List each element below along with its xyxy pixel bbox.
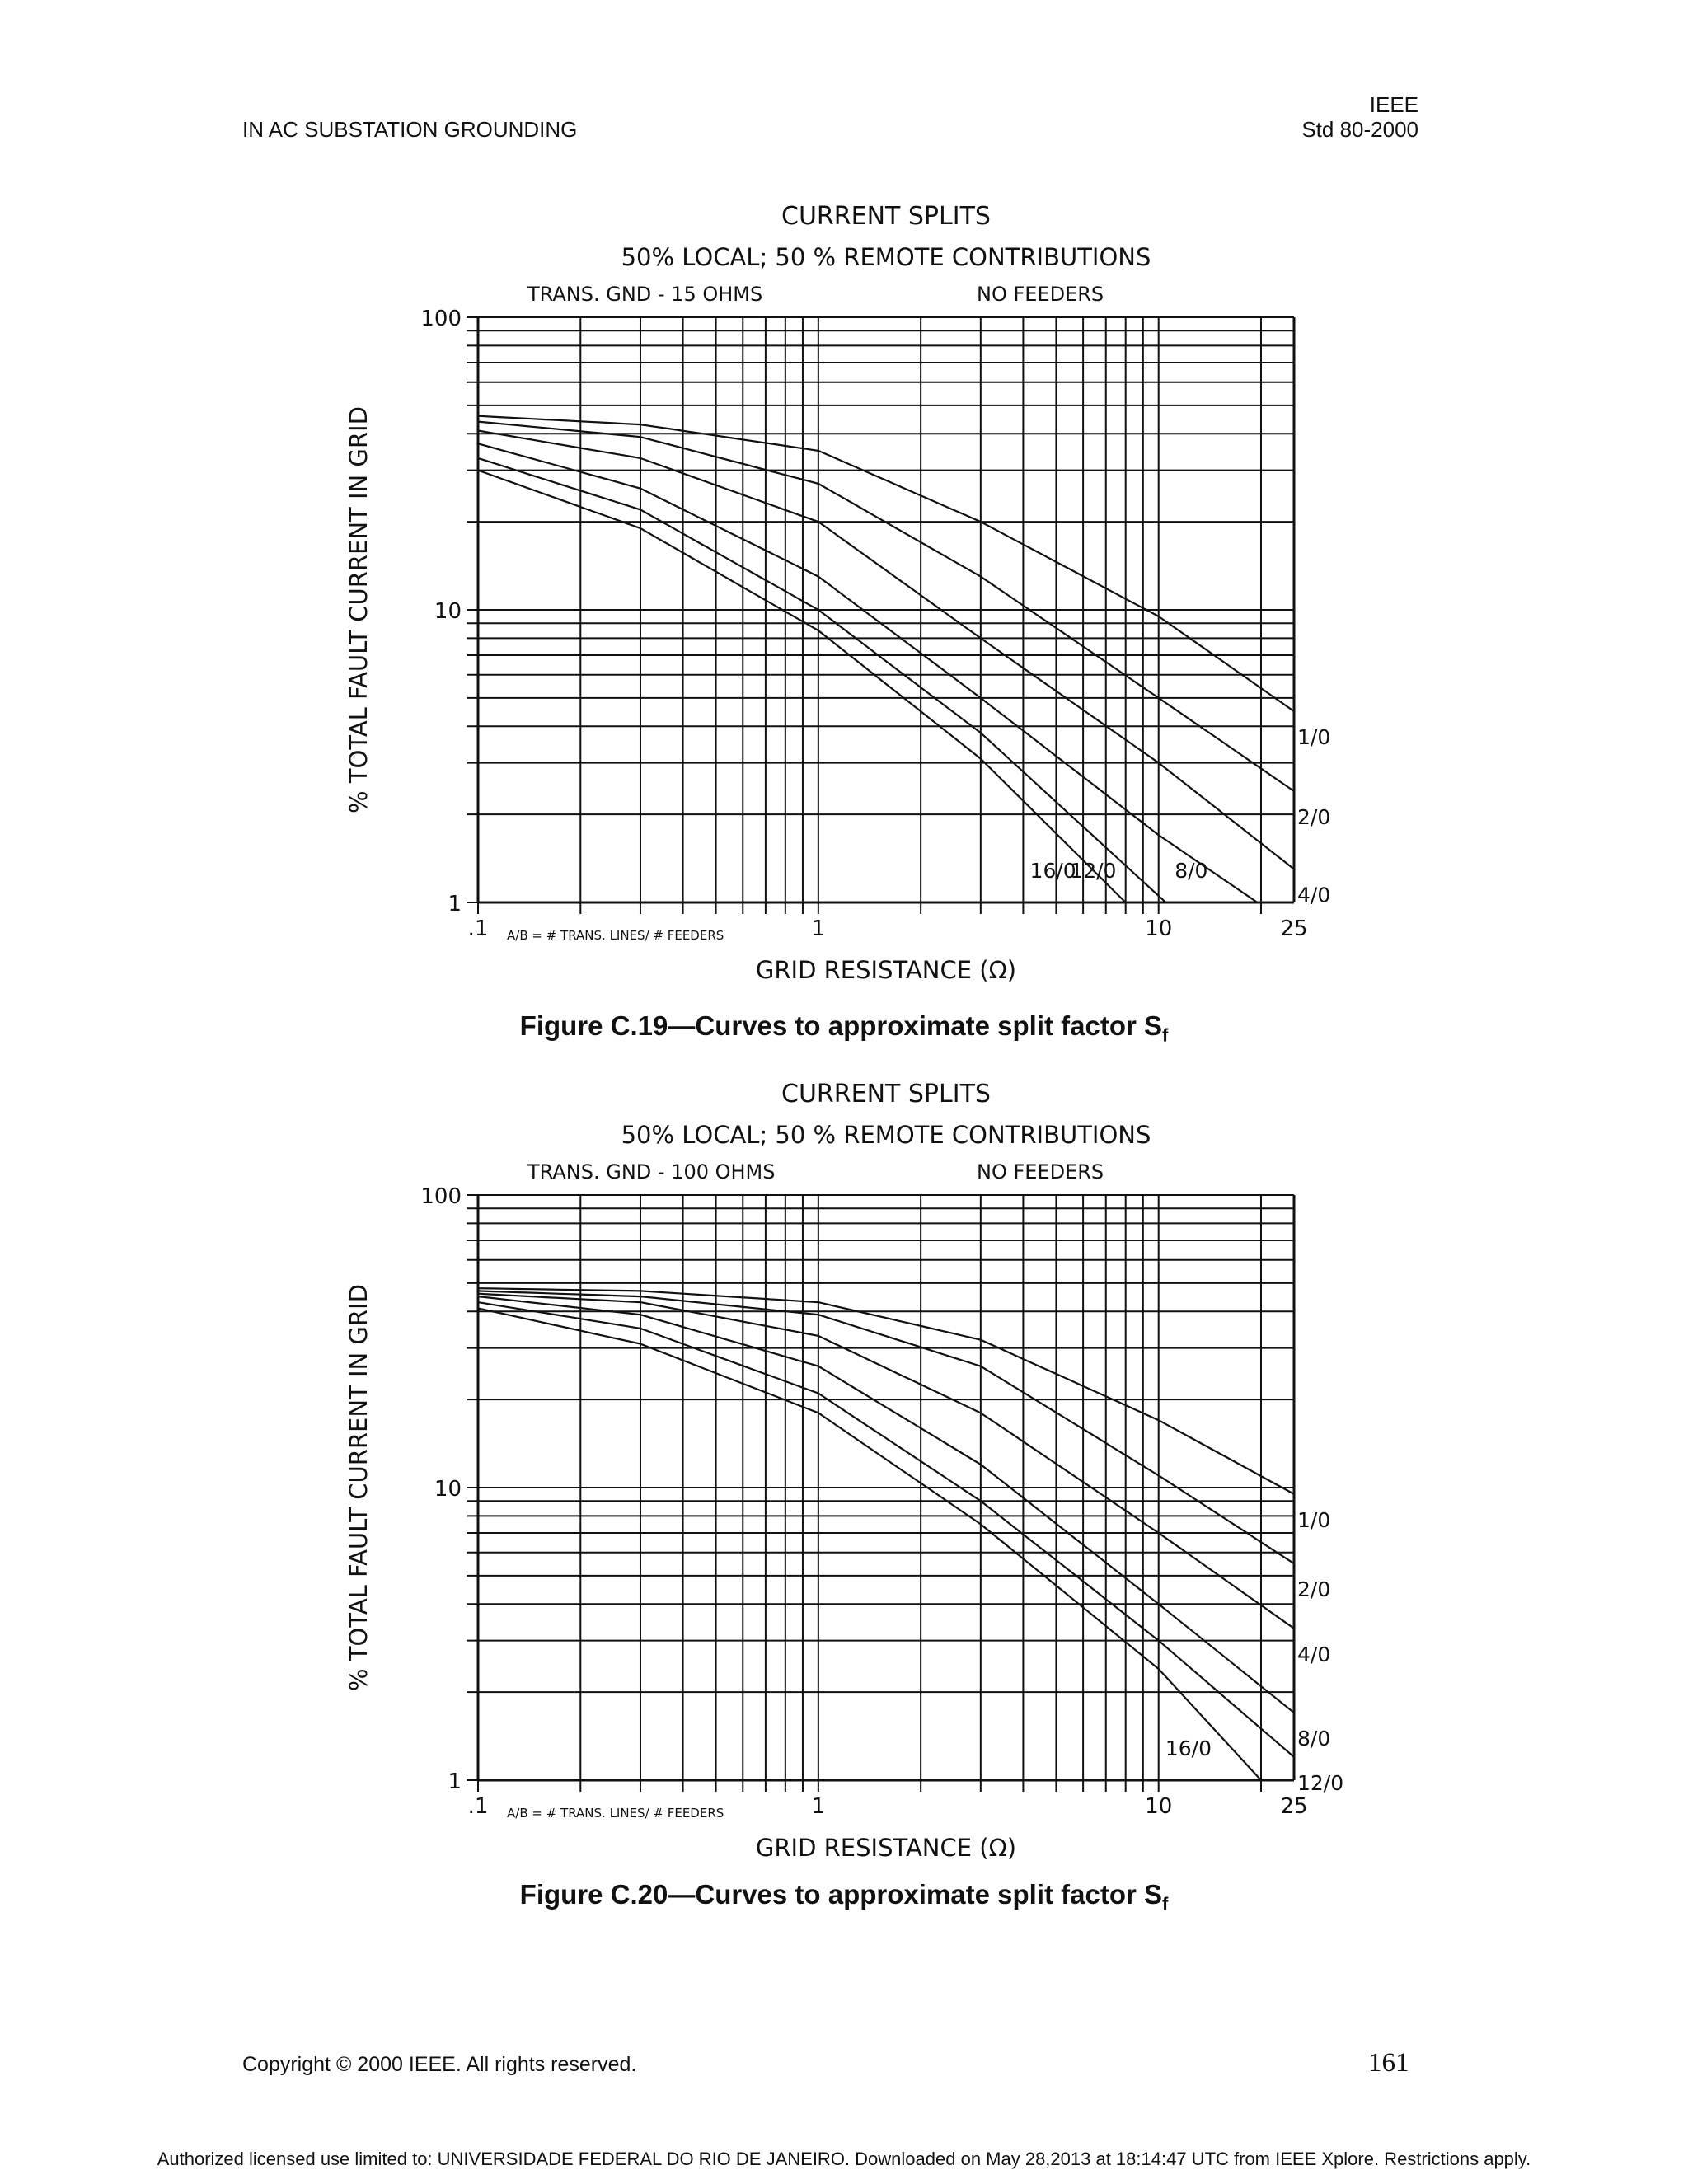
running-header-left: IN AC SUBSTATION GROUNDING: [242, 117, 578, 142]
figure-caption-c20: [0, 1879, 1688, 1915]
series-label: 2/0: [1297, 1577, 1331, 1602]
header-std: Std 80-2000: [1301, 117, 1418, 142]
annotation-no-feeders: NO FEEDERS: [977, 283, 1104, 306]
chart-c19-svg: [0, 190, 1688, 1014]
series-line-12-0: [478, 1302, 1294, 1757]
y-axis-label: % TOTAL FAULT CURRENT IN GRID: [345, 406, 373, 813]
x-axis-label: GRID RESISTANCE (Ω): [755, 956, 1017, 984]
x-tick-label: 1: [811, 1794, 826, 1819]
series-label: 16/0: [1029, 859, 1076, 883]
series-label: 16/0: [1165, 1736, 1212, 1760]
x-tick-label: 10: [1145, 1794, 1173, 1819]
figure-caption-c19: [0, 1010, 1688, 1047]
series-label: 4/0: [1297, 1642, 1331, 1666]
series-line-1-0: [478, 416, 1294, 711]
caption-text: Figure C.20—Curves to approximate split factor S: [519, 1879, 1163, 1910]
chart-title: CURRENT SPLITS: [781, 202, 991, 231]
series-label: 12/0: [1070, 859, 1117, 883]
series-label: 8/0: [1175, 859, 1208, 883]
x-tick-label: 25: [1280, 1794, 1308, 1819]
annotation-trans-gnd: TRANS. GND - 15 OHMS: [528, 283, 763, 306]
copyright-notice: Copyright © 2000 IEEE. All rights reserved.: [242, 2053, 637, 2076]
y-axis-label: % TOTAL FAULT CURRENT IN GRID: [345, 1284, 373, 1691]
chart-subtitle: 50% LOCAL; 50 % REMOTE CONTRIBUTIONS: [621, 1121, 1151, 1149]
caption-subscript: f: [1162, 1024, 1169, 1046]
license-notice: Authorized licensed use limited to: UNIVERSIDADE FEDERAL DO RIO DE JANEIRO. Downloaded on May 28,2013 at 18:14:47 UTC from IEEE Xplore. Restrictions apply.: [157, 2149, 1531, 2169]
running-header-right: [1236, 92, 1418, 142]
x-tick-label: .1: [467, 916, 489, 941]
caption-subscript: f: [1162, 1893, 1169, 1915]
x-tick-label: 1: [811, 916, 826, 941]
series-line-4-0: [478, 1294, 1294, 1629]
chart-c19: [0, 190, 1688, 1014]
chart-c20-svg: [0, 1067, 1688, 1891]
y-tick-label: 100: [420, 307, 462, 331]
series-label: 12/0: [1297, 1770, 1344, 1795]
series-label: 4/0: [1297, 883, 1331, 907]
grid-lines: [467, 317, 1294, 914]
series-curves: [478, 1288, 1294, 1780]
chart-subtitle: 50% LOCAL; 50 % REMOTE CONTRIBUTIONS: [621, 243, 1151, 271]
series-line-8-0: [478, 1296, 1294, 1713]
series-line-1-0: [478, 1288, 1294, 1494]
page-number: 161: [1368, 2048, 1409, 2078]
axis-note: A/B = # TRANS. LINES/ # FEEDERS: [507, 1806, 724, 1821]
series-label: 1/0: [1297, 725, 1331, 750]
grid-lines: [467, 1195, 1294, 1792]
series-label: 1/0: [1297, 1507, 1331, 1532]
series-label: 8/0: [1297, 1727, 1331, 1751]
y-tick-label: 10: [434, 1477, 462, 1502]
x-tick-label: 25: [1280, 916, 1308, 941]
annotation-trans-gnd: TRANS. GND - 100 OHMS: [528, 1160, 776, 1183]
x-axis-label: GRID RESISTANCE (Ω): [755, 1834, 1017, 1862]
y-tick-label: 10: [434, 599, 462, 624]
series-label: 2/0: [1297, 805, 1331, 830]
chart-c20: [0, 1067, 1688, 1891]
header-ieee: IEEE: [1369, 92, 1418, 117]
annotation-no-feeders: NO FEEDERS: [977, 1160, 1104, 1183]
axis-note: A/B = # TRANS. LINES/ # FEEDERS: [507, 928, 724, 943]
y-tick-label: 1: [448, 1769, 462, 1794]
x-tick-label: .1: [467, 1794, 489, 1819]
y-tick-label: 100: [420, 1184, 462, 1209]
y-tick-label: 1: [448, 892, 462, 916]
caption-text: Figure C.19—Curves to approximate split factor S: [519, 1010, 1163, 1041]
series-line-16-0: [478, 471, 1126, 902]
x-tick-label: 10: [1145, 916, 1173, 941]
chart-title: CURRENT SPLITS: [781, 1080, 991, 1108]
series-curves: [478, 416, 1294, 902]
